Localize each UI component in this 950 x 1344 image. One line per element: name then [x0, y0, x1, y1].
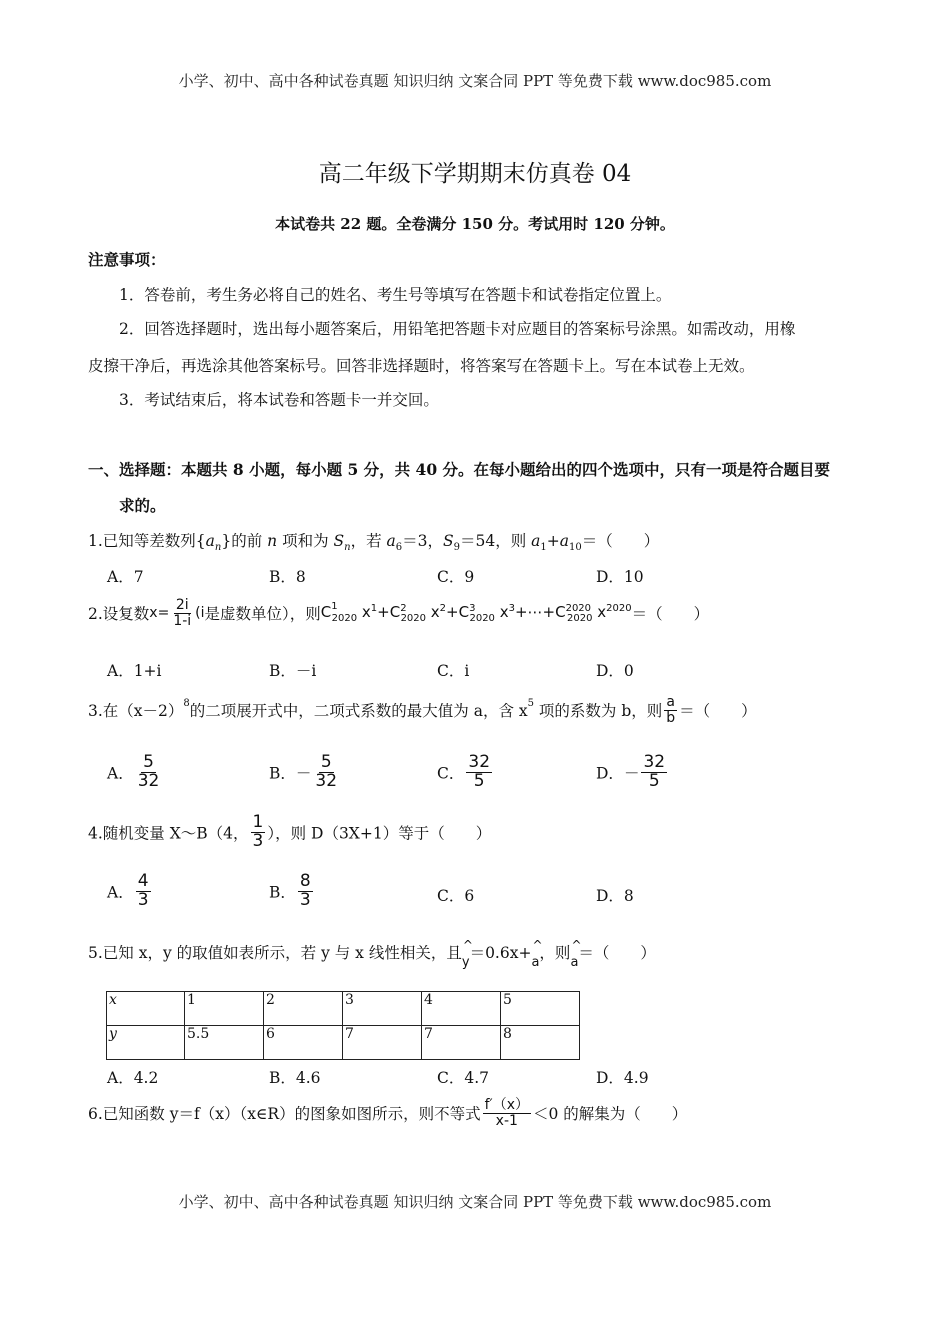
- note-item-3: 3．考试结束后，将本试卷和答题卡一并交回。: [119, 391, 439, 409]
- q5-option-c: C．4.7: [437, 1069, 490, 1087]
- binomial-series: $C^1_{2020}$ $x^1+C^2_{2020}$ $x^2+C^3_{2020}$ $x^3+\cdots+C^{2020}_{2020}$ $x^{2020}$: [320, 600, 632, 624]
- question-4-stem: 4.随机变量 X～B（4， $\frac{1}{3}$ ），则 D（3X+1）等于（ ）: [88, 812, 492, 851]
- table-cell: x: [107, 992, 185, 1026]
- note-item-2-cont: 皮擦干净后，再选涂其他答案标号。回答非选择题时，将答案写在答题卡上。写在本试卷上无效。: [88, 357, 755, 375]
- table-cell: 7: [422, 1026, 501, 1060]
- question-6-stem: 6.已知函数 y＝f（x）（x∈R）的图象如图所示，则不等式 $\frac{f'(x)}{x-1}$ ＜0 的解集为（ ）: [88, 1097, 688, 1129]
- table-cell: 3: [343, 992, 422, 1026]
- table-cell: 7: [343, 1026, 422, 1060]
- q4-option-a: A． $\frac{4}{3}$: [107, 871, 149, 910]
- q2-option-a: A．1+i: [107, 662, 162, 680]
- xy-table: [106, 991, 580, 1060]
- q5-option-a: A．4.2: [107, 1069, 159, 1087]
- section-heading-cont: 求的。: [119, 496, 166, 515]
- page-header: 小学、初中、高中各种试卷真题 知识归纳 文案合同 PPT 等免费下载 www.doc985.com: [178, 72, 772, 90]
- note-item-1: 1．答卷前，考生务必将自己的姓名、考生号等填写在答题卡和试卷指定位置上。: [119, 286, 672, 304]
- exam-info: 本试卷共 22 题。全卷满分 150 分。考试用时 120 分钟。: [275, 215, 675, 233]
- page-footer: 小学、初中、高中各种试卷真题 知识归纳 文案合同 PPT 等免费下载 www.doc985.com: [178, 1193, 772, 1211]
- q5-option-b: B．4.6: [269, 1069, 321, 1087]
- q4-option-b: B． $\frac{8}{3}$: [269, 871, 311, 910]
- table-cell: 4: [422, 992, 501, 1026]
- table-cell: 2: [264, 992, 343, 1026]
- q2-option-b: B．－i: [269, 662, 317, 680]
- q2-option-d: D．0: [596, 662, 634, 680]
- q1-option-d: D．10: [596, 568, 644, 586]
- question-5-stem: 5.已知 x，y 的取值如表所示，若 y 与 x 线性相关，且^ y＝0.6x+^ a，则^ a＝（ ）: [88, 941, 656, 963]
- q1-option-c: C．9: [437, 568, 475, 586]
- q3-option-d: D．－ $\frac{32}{5}$: [596, 752, 666, 791]
- question-1-stem: 1.已知等差数列$\{a_n\}$的前 n 项和为 $S_n$，若 $a_6=3$，$S_9=54$，则 $a_1+a_{10}=$（ ）: [88, 532, 660, 554]
- q2-option-c: C．i: [437, 662, 470, 680]
- table-cell: 1: [185, 992, 264, 1026]
- table-cell: 5.5: [185, 1026, 264, 1060]
- table-cell: 8: [501, 1026, 580, 1060]
- question-3-stem: 3.在$(x-2)^8$的二项展开式中，二项式系数的最大值为 a，含 $x^5$ 项的系数为 b，则 $\frac{a}{b}$ ＝（ ）: [88, 694, 757, 726]
- table-row: [107, 1026, 580, 1060]
- section-heading: 一、选择题：本题共 8 小题，每小题 5 分，共 40 分。在每小题给出的四个选项中，只有一项是符合题目要: [88, 460, 831, 479]
- page-title: 高二年级下学期期末仿真卷 04: [318, 161, 632, 187]
- question-2-stem: 2.设复数x= $\frac{2i}{1-i}$ (i是虚数单位），则$C^1_{2020}$ $x^1+C^2_{2020}$ $x^2+C^3_{2020}$ $x^3+\cdots+C^{2020}_{2020}$ $x^{2020}=$（ ）: [88, 597, 710, 629]
- note-item-2: 2．回答选择题时，选出每小题答案后，用铅笔把答题卡对应题目的答案标号涂黑。如需改动，用橡: [119, 320, 796, 338]
- table-cell: y: [107, 1026, 185, 1060]
- q1-option-b: B．8: [269, 568, 306, 586]
- q5-option-d: D．4.9: [596, 1069, 649, 1087]
- q3-option-b: B．－ $\frac{5}{32}$: [269, 752, 338, 791]
- table-row: [107, 992, 580, 1026]
- q4-option-d: D．8: [596, 887, 634, 905]
- table-cell: 6: [264, 1026, 343, 1060]
- notes-heading: 注意事项：: [88, 250, 166, 269]
- q3-option-a: A． $\frac{5}{32}$: [107, 752, 160, 791]
- q4-option-c: C．6: [437, 887, 475, 905]
- q1-option-a: A．7: [107, 568, 144, 586]
- table-cell: 5: [501, 992, 580, 1026]
- q3-option-c: C． $\frac{32}{5}$: [437, 752, 491, 791]
